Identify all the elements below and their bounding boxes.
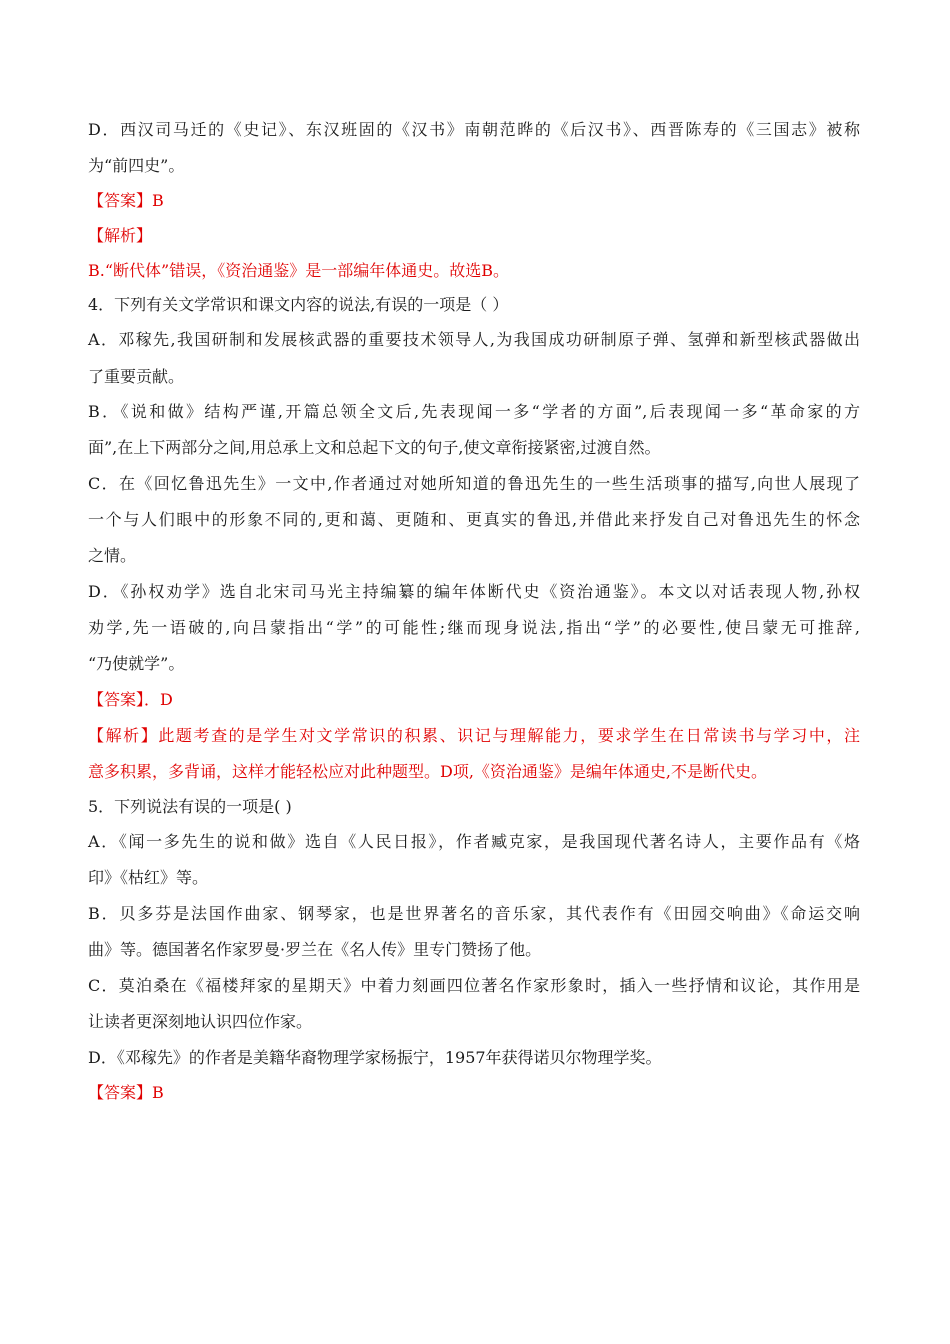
q5-option-a-line-2: 印》《枯红》等。 — [88, 868, 209, 887]
q3-answer: 【答案】B — [88, 191, 164, 210]
q5-option-a-line-1: A．《闻一多先生的说和做》选自《人民日报》，作者臧克家，是我国现代著名诗人，主要作品有《烙 — [88, 832, 860, 851]
q4-option-b-line-2: 面”,在上下两部分之间,用总承上文和总起下文的句子,使文章衔接紧密,过渡自然。 — [88, 438, 661, 457]
q3-option-d-line-2: 为“前四史”。 — [88, 156, 185, 175]
q5-option-c-line-1: C．莫泊桑在《福楼拜家的星期天》中着力刻画四位著名作家形象时，插入一些抒情和议论，其作用是 — [88, 976, 860, 995]
q3-analysis-label: 【解析】 — [88, 226, 153, 245]
q5-option-b-line-1: B．贝多芬是法国作曲家、钢琴家，也是世界著名的音乐家，其代表作有《田园交响曲》《命运交响 — [88, 904, 860, 923]
q4-option-c-line-3: 之情。 — [88, 546, 137, 565]
q5-answer: 【答案】B — [88, 1083, 164, 1102]
q5-stem: 5．下列说法有误的一项是( ) — [88, 797, 292, 816]
q4-option-c-line-2: 一个与人们眼中的形象不同的,更和蔼、更随和、更真实的鲁迅,并借此来抒发自己对鲁迅先生的怀念 — [88, 510, 860, 529]
q4-option-c-line-1: C．在《回忆鲁迅先生》一文中,作者通过对她所知道的鲁迅先生的一些生活琐事的描写,向世人展现了 — [88, 474, 860, 493]
q4-option-d-line-2: 劝学,先一语破的,向吕蒙指出“学”的可能性;继而现身说法,指出“学”的必要性,使吕蒙无可推辞, — [88, 618, 860, 637]
q3-analysis-text: B.“断代体”错误，《资治通鉴》是一部编年体通史。故选B。 — [88, 261, 509, 280]
q5-option-c-line-2: 让读者更深刻地认识四位作家。 — [88, 1012, 313, 1031]
q4-answer: 【答案】．D — [88, 690, 173, 709]
q4-option-d-line-3: “乃使就学”。 — [88, 654, 185, 673]
q4-option-a-line-1: A．邓稼先,我国研制和发展核武器的重要技术领导人,为我国成功研制原子弹、氢弹和新型核武器做出 — [88, 330, 860, 349]
q5-option-b-line-2: 曲》等。德国著名作家罗曼·罗兰在《名人传》里专门赞扬了他。 — [88, 940, 542, 959]
q4-option-a-line-2: 了重要贡献。 — [88, 367, 185, 386]
q5-option-d-line-1: D．《邓稼先》的作者是美籍华裔物理学家杨振宁，1957年获得诺贝尔物理学奖。 — [88, 1048, 662, 1067]
q4-analysis-text: 此题考查的是学生对文学常识的积累、识记与理解能力，要求学生在日常读书与学习中，注 — [158, 726, 860, 745]
q4-analysis-line-2: 意多积累，多背诵，这样才能轻松应对此种题型。D项,《资治通鉴》是编年体通史,不是断代史。 — [88, 762, 768, 781]
q4-option-b-line-1: B．《说和做》结构严谨,开篇总领全文后,先表现闻一多“学者的方面”,后表现闻一多“革命家的方 — [88, 402, 860, 421]
q3-option-d-line-1: D．西汉司马迁的《史记》、东汉班固的《汉书》南朝范晔的《后汉书》、西晋陈寿的《三国志》被称 — [88, 120, 860, 139]
q4-analysis-label: 【解析】 — [88, 726, 159, 745]
q4-option-d-line-1: D．《孙权劝学》选自北宋司马光主持编纂的编年体断代史《资治通鉴》。本文以对话表现人物,孙权 — [88, 582, 860, 601]
q4-analysis-line-1 — [88, 726, 860, 746]
q4-stem: 4．下列有关文学常识和课文内容的说法,有误的一项是（ ） — [88, 295, 509, 314]
